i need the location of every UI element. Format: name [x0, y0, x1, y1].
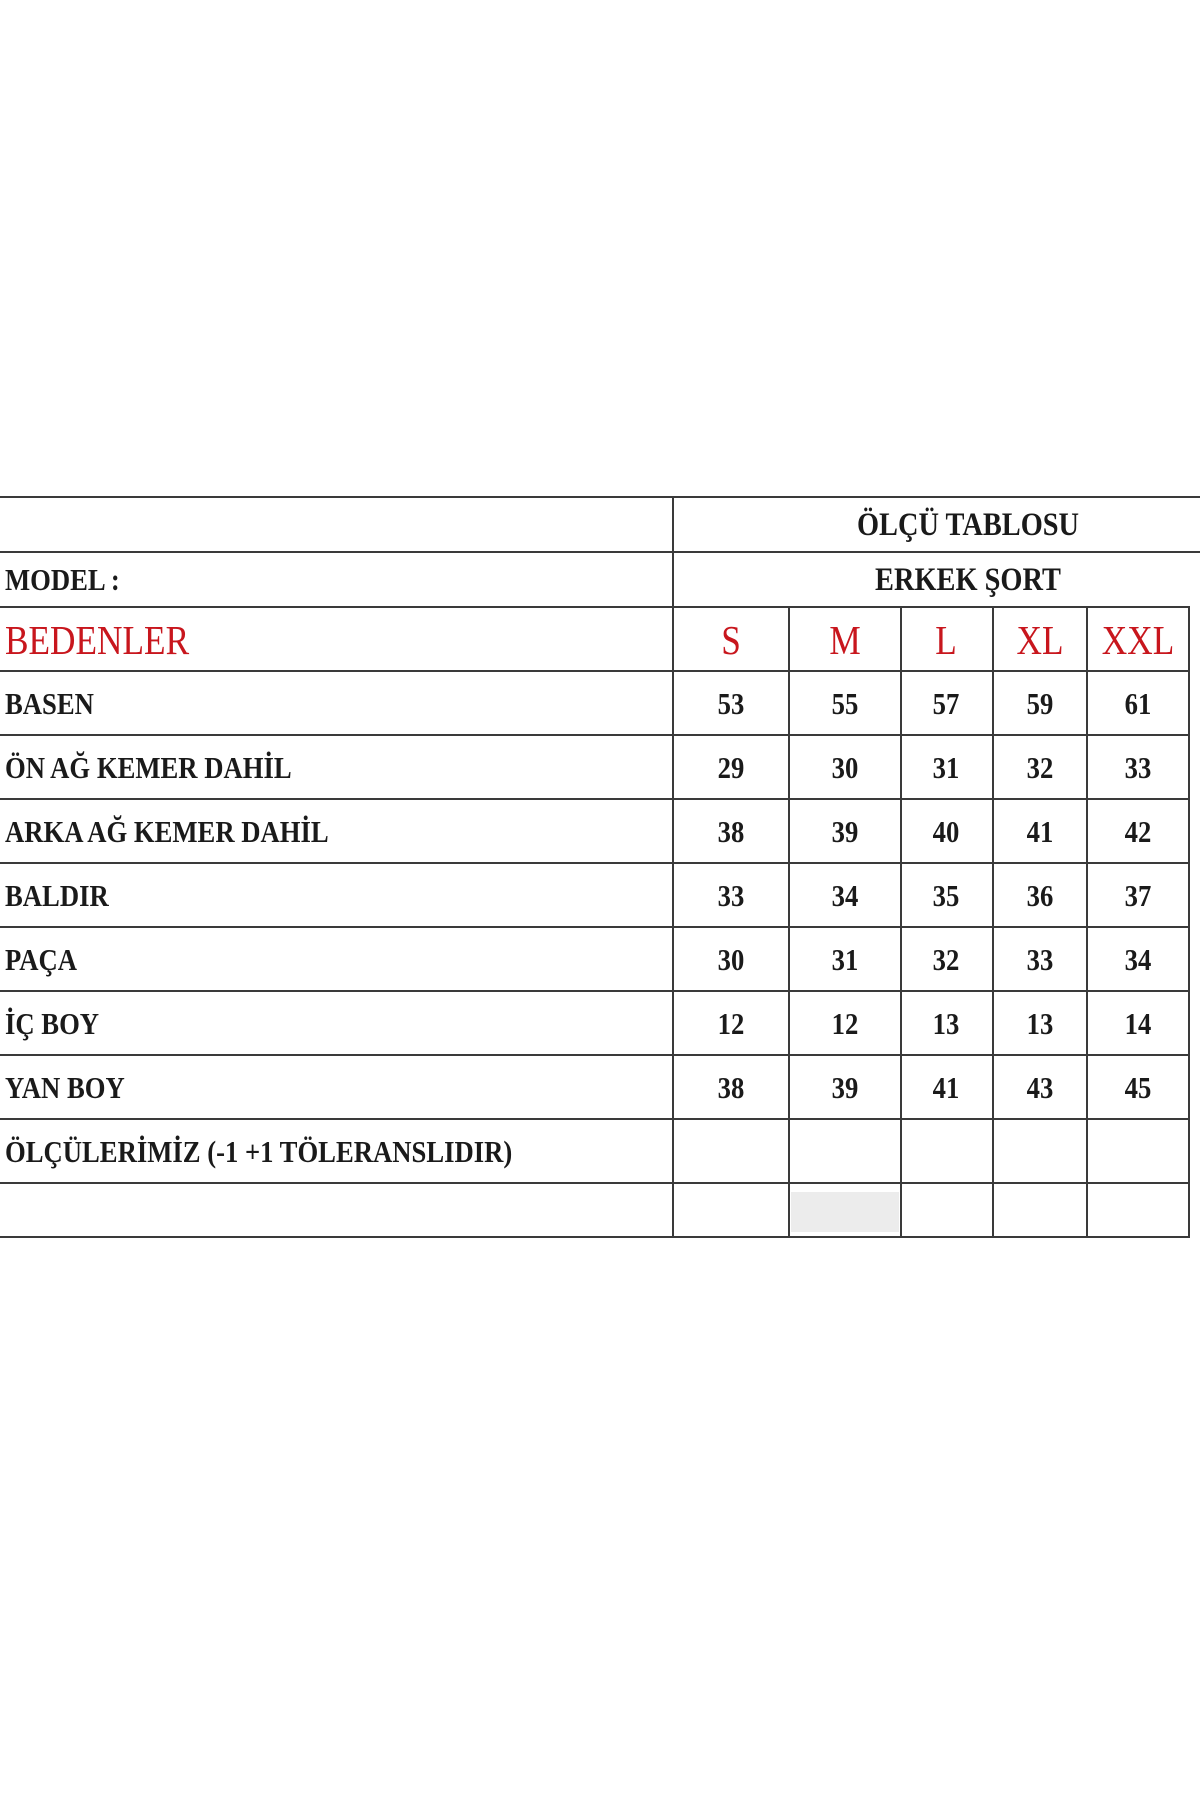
row-divider — [0, 734, 1190, 736]
row-divider — [0, 798, 1190, 800]
measurement-value: 57 — [932, 686, 960, 721]
measurement-value: 30 — [717, 942, 745, 977]
measurement-value: 31 — [932, 750, 960, 785]
highlighted-cell — [791, 1192, 899, 1232]
row-divider — [0, 1054, 1190, 1056]
table-border-right — [1188, 606, 1190, 1238]
size-header: XXL — [1101, 617, 1175, 663]
tolerance-note: ÖLÇÜLERİMİZ (-1 +1 TÖLERANSLIDIR) — [5, 1134, 513, 1169]
measurement-value: 34 — [1124, 942, 1152, 977]
measurement-value: 12 — [831, 1006, 859, 1041]
column-divider — [992, 606, 994, 1238]
measurement-value: 32 — [1026, 750, 1054, 785]
measurement-label: YAN BOY — [5, 1070, 125, 1105]
measurement-value: 14 — [1124, 1006, 1152, 1041]
measurement-value: 38 — [717, 814, 745, 849]
measurement-value: 55 — [831, 686, 859, 721]
model-value: ERKEK ŞORT — [875, 562, 1061, 598]
measurement-value: 43 — [1026, 1070, 1054, 1105]
measurement-label: BALDIR — [5, 878, 109, 913]
measurement-value: 12 — [717, 1006, 745, 1041]
measurement-value: 41 — [932, 1070, 960, 1105]
row-divider — [0, 606, 1190, 608]
measurement-value: 39 — [831, 1070, 859, 1105]
measurement-value: 39 — [831, 814, 859, 849]
measurement-label: ARKA AĞ KEMER DAHİL — [5, 814, 329, 849]
measurement-value: 37 — [1124, 878, 1152, 913]
measurement-value: 13 — [932, 1006, 960, 1041]
measurement-value: 33 — [1026, 942, 1054, 977]
measurement-value: 29 — [717, 750, 745, 785]
size-chart — [0, 496, 1200, 1238]
measurement-value: 33 — [717, 878, 745, 913]
row-divider — [0, 862, 1190, 864]
measurement-label: BASEN — [5, 686, 94, 721]
measurement-label: ÖN AĞ KEMER DAHİL — [5, 750, 292, 785]
column-divider — [1086, 606, 1088, 1238]
row-divider — [0, 1118, 1190, 1120]
column-divider — [672, 496, 674, 1238]
size-header: M — [829, 617, 861, 663]
table-border-top — [0, 496, 1200, 498]
measurement-value: 61 — [1124, 686, 1152, 721]
measurement-value: 31 — [831, 942, 859, 977]
measurement-value: 13 — [1026, 1006, 1054, 1041]
table-border-bottom — [0, 1236, 1190, 1238]
measurement-value: 45 — [1124, 1070, 1152, 1105]
size-header: S — [721, 617, 741, 663]
measurement-label: İÇ BOY — [5, 1006, 100, 1041]
measurement-value: 32 — [932, 942, 960, 977]
measurement-value: 40 — [932, 814, 960, 849]
measurement-value: 38 — [717, 1070, 745, 1105]
measurement-value: 53 — [717, 686, 745, 721]
size-header: XL — [1016, 617, 1064, 663]
measurement-value: 59 — [1026, 686, 1054, 721]
sizes-label: BEDENLER — [5, 617, 190, 663]
row-divider — [0, 1182, 1190, 1184]
measurement-label: PAÇA — [5, 942, 78, 977]
row-divider — [0, 926, 1190, 928]
row-divider — [0, 670, 1190, 672]
measurement-value: 33 — [1124, 750, 1152, 785]
column-divider — [900, 606, 902, 1238]
row-divider — [0, 551, 1200, 553]
measurement-value: 35 — [932, 878, 960, 913]
measurement-value: 41 — [1026, 814, 1054, 849]
model-label: MODEL : — [5, 562, 120, 597]
measurement-value: 42 — [1124, 814, 1152, 849]
measurement-value: 34 — [831, 878, 859, 913]
row-divider — [0, 990, 1190, 992]
chart-title: ÖLÇÜ TABLOSU — [856, 507, 1080, 543]
column-divider — [788, 606, 790, 1238]
size-header: L — [935, 617, 957, 663]
measurement-value: 30 — [831, 750, 859, 785]
measurement-value: 36 — [1026, 878, 1054, 913]
